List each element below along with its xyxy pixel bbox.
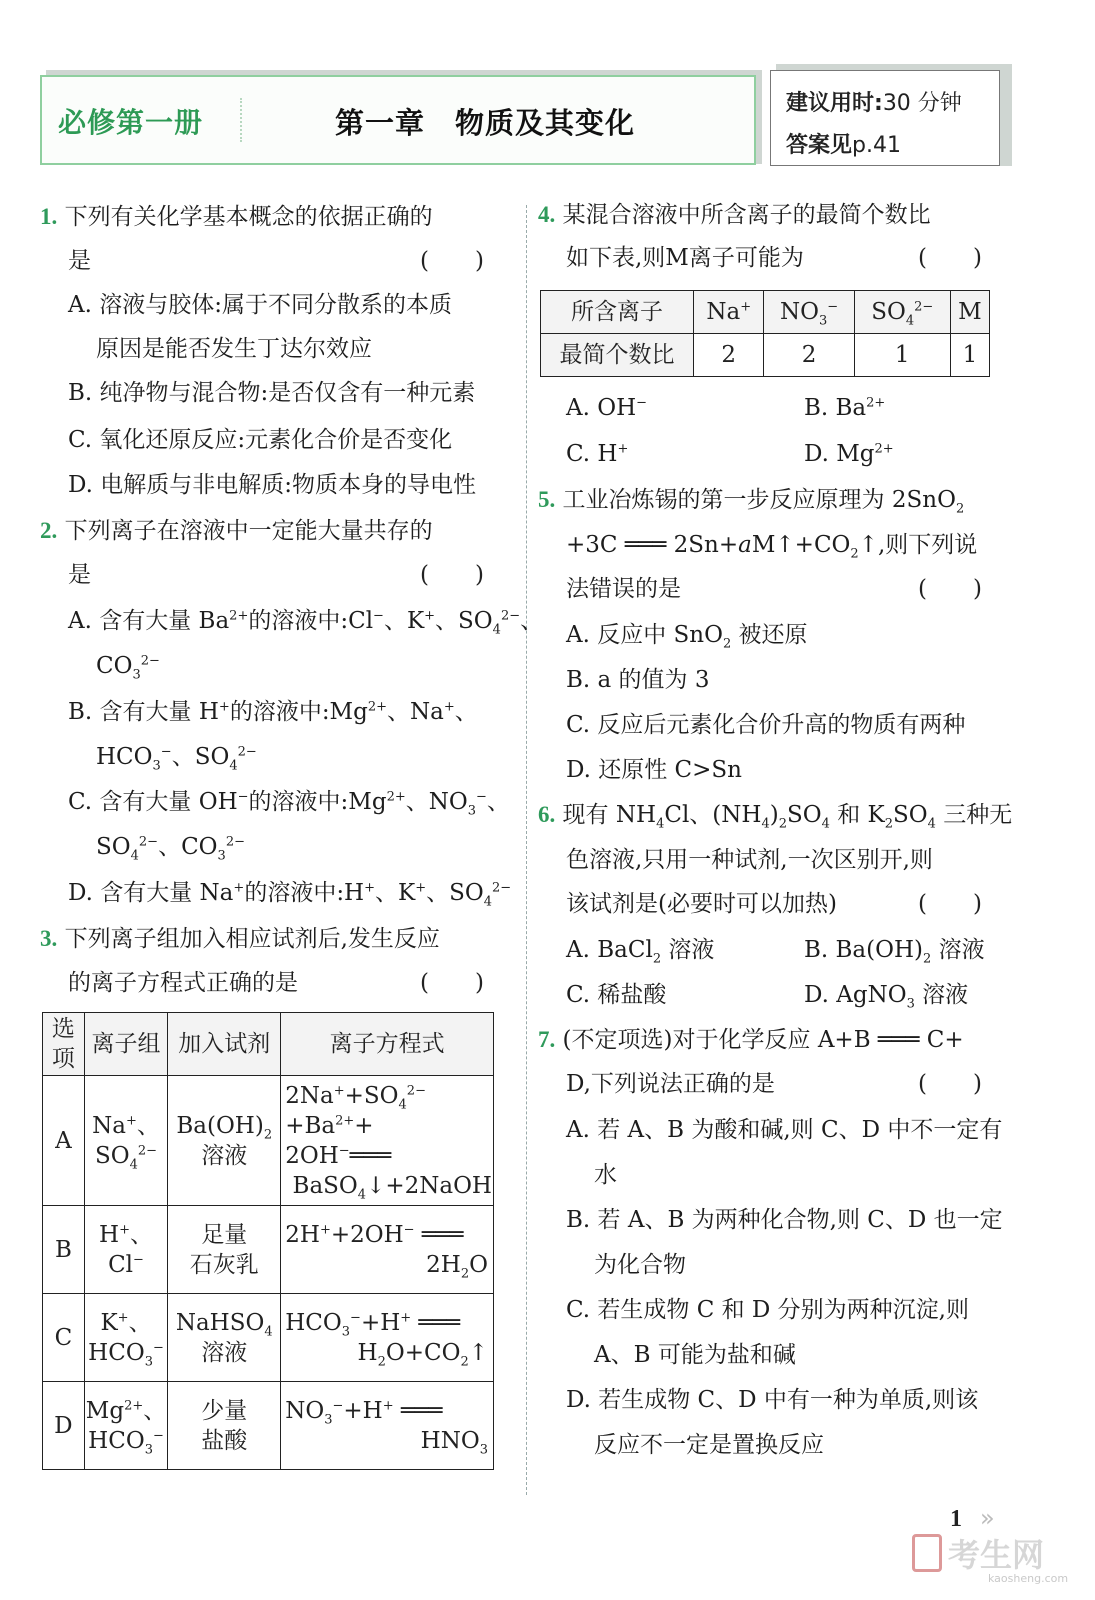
- q5-option-b: B. a 的值为 3: [566, 667, 710, 693]
- column-divider: [526, 205, 527, 1495]
- ion-m: M: [950, 291, 989, 334]
- table-header: 加入试剂: [168, 1013, 281, 1076]
- answer-blank: ( ): [918, 576, 982, 602]
- question-5-stem: 5. 工业冶炼锡的第一步反应原理为 2SnO$_2$: [538, 487, 965, 517]
- table-row: [541, 291, 990, 334]
- answer-blank: ( ): [918, 245, 982, 271]
- question-1-stem: 1. 下列有关化学基本概念的依据正确的: [40, 204, 433, 230]
- answer-blank: ( ): [420, 562, 484, 588]
- ratio-cell: 1: [854, 334, 950, 377]
- table-row: [43, 1294, 494, 1382]
- q2-option-c-cont: $SO_4^{2-}$、$CO_3^{2-}$: [96, 834, 245, 864]
- question-6-stem-cont: 色溶液,只用一种试剂,一次区别开,则: [566, 847, 933, 873]
- table-row: [541, 334, 990, 377]
- q1-option-a-cont: 原因是能否发生丁达尔效应: [96, 336, 372, 362]
- q7-option-c: C. 若生成物 C 和 D 分别为两种沉淀,则: [566, 1297, 969, 1323]
- q2-option-b: B. 含有大量 H+的溶液中$:Mg^{2+}$、Na+、: [68, 699, 478, 725]
- q6-option-d: D. AgNO$_3$ 溶液: [804, 982, 969, 1012]
- chapter-title: 第一章 物质及其变化: [335, 106, 636, 140]
- ionic-equation: 2H++2OH− ═══ $2H_2O$: [281, 1206, 494, 1294]
- ionic-equation: $NO_3^-+H^+$ ═══ $HNO_3$: [281, 1382, 494, 1470]
- table-row-label: 最简个数比: [541, 334, 694, 377]
- question-7-stem: 7. (不定项选)对于化学反应 A+B ═══ C+: [538, 1027, 964, 1053]
- q4-option-d: D. $Mg^{2+}$: [804, 441, 894, 467]
- ratio-cell: 2: [764, 334, 854, 377]
- q7-option-d-cont: 反应不一定是置换反应: [594, 1432, 824, 1458]
- answer-blank: ( ): [918, 1071, 982, 1097]
- question-6-stem: 6. 现有 $NH_4Cl$、$(NH_4)_2SO_4$ 和 $K_2SO_4$ 三种无: [538, 802, 1013, 832]
- q7-option-b-cont: 为化合物: [594, 1252, 686, 1278]
- watermark-logo-icon: [912, 1534, 942, 1572]
- question-2-stem-cont: 是: [68, 562, 91, 588]
- q2-option-a-cont: $CO_3^{2-}$: [96, 653, 160, 683]
- q7-option-a-cont: 水: [594, 1162, 617, 1188]
- answer-blank: ( ): [918, 891, 982, 917]
- question-3-stem-cont: 的离子方程式正确的是: [68, 970, 298, 996]
- table-header: 离子组: [84, 1013, 167, 1076]
- q4-ion-table: [540, 290, 990, 377]
- q6-option-c: C. 稀盐酸: [566, 982, 667, 1008]
- question-6-stem-cont2: 该试剂是(必要时可以加热): [566, 891, 837, 917]
- ratio-cell: 1: [950, 334, 989, 377]
- reagent: NaHSO$_4$ 溶液: [168, 1294, 281, 1382]
- q6-option-a: A. BaCl$_2$ 溶液: [566, 937, 715, 967]
- ion-group: Na+、 $SO_4^{2-}$: [84, 1076, 167, 1206]
- q2-option-d: D. 含有大量 Na+的溶液中:H+、K+、$SO_4^{2-}$: [68, 880, 512, 910]
- q1-option-d: D. 电解质与非电解质:物质本身的导电性: [68, 472, 476, 498]
- reagent: 足量 石灰乳: [168, 1206, 281, 1294]
- ion-no3: $NO_3^-$: [764, 291, 854, 334]
- book-title: 必修第一册: [58, 106, 204, 139]
- reagent: 少量 盐酸: [168, 1382, 281, 1470]
- ionic-equation: $2Na^++SO_4^{2-}+Ba^{2+}+$ 2OH−═══ BaSO$_4$↓+2NaOH: [281, 1076, 494, 1206]
- q2-option-c: C. 含有大量 OH−的溶液中$:Mg^{2+}$、$NO_3^-$、: [68, 789, 510, 819]
- question-7-stem-cont: D,下列说法正确的是: [566, 1071, 775, 1097]
- q7-option-d: D. 若生成物 C、D 中有一种为单质,则该: [566, 1387, 979, 1413]
- q4-option-c: C. H+: [566, 441, 629, 467]
- ion-group: K+、 $HCO_3^-$: [84, 1294, 167, 1382]
- q4-option-a: A. OH−: [566, 395, 648, 421]
- page-number: 1: [950, 1506, 962, 1532]
- ionic-equation: $HCO_3^-+H^+$ ═══ $H_2O+CO_2↑$: [281, 1294, 494, 1382]
- table-header: 离子方程式: [281, 1013, 494, 1076]
- question-3-stem: 3. 下列离子组加入相应试剂后,发生反应: [40, 926, 440, 952]
- reagent: $Ba(OH)_2$ 溶液: [168, 1076, 281, 1206]
- q6-option-b: B. $Ba(OH)_2$ 溶液: [804, 937, 985, 967]
- q2-option-a: A. 含有大量 $Ba^{2+}$的溶液中:Cl−、K+、$SO_4^{2-}$、: [68, 608, 544, 638]
- ion-group: $Mg^{2+}$、 $HCO_3^-$: [84, 1382, 167, 1470]
- q4-option-b: B. $Ba^{2+}$: [804, 395, 886, 421]
- answer-reference: 答案见p.41: [786, 133, 901, 158]
- table-row: [43, 1076, 494, 1206]
- question-2-stem: 2. 下列离子在溶液中一定能大量共存的: [40, 518, 433, 544]
- ion-na: Na+: [694, 291, 764, 334]
- q1-option-b: B. 纯净物与混合物:是否仅含有一种元素: [68, 380, 476, 406]
- q1-option-c: C. 氧化还原反应:元素化合价是否变化: [68, 427, 453, 453]
- q7-option-c-cont: A、B 可能为盐和碱: [594, 1342, 796, 1368]
- question-4-stem-cont: 如下表,则M离子可能为: [566, 245, 804, 271]
- table-header: 所含离子: [541, 291, 694, 334]
- option-label: C: [43, 1294, 85, 1382]
- header-divider: [240, 98, 242, 142]
- option-label: D: [43, 1382, 85, 1470]
- q7-option-a: A. 若 A、B 为酸和碱,则 C、D 中不一定有: [566, 1117, 1003, 1143]
- ratio-cell: 2: [694, 334, 764, 377]
- option-label: A: [43, 1076, 85, 1206]
- watermark: 考生网 kaosheng.com: [948, 1536, 1069, 1585]
- answer-blank: ( ): [420, 970, 484, 996]
- question-1-stem-cont: 是: [68, 248, 91, 274]
- option-label: B: [43, 1206, 85, 1294]
- q1-option-a: A. 溶液与胶体:属于不同分散系的本质: [68, 292, 452, 318]
- question-5-stem-cont2: 法错误的是: [566, 576, 681, 602]
- ion-so4: $SO_4^{2-}$: [854, 291, 950, 334]
- q5-option-c: C. 反应后元素化合价升高的物质有两种: [566, 712, 966, 738]
- q2-option-b-cont: $HCO_3^-$、$SO_4^{2-}$: [96, 744, 257, 774]
- suggested-time: 建议用时:30 分钟: [786, 91, 962, 116]
- q7-option-b: B. 若 A、B 为两种化合物,则 C、D 也一定: [566, 1207, 1003, 1233]
- table-header: 选项: [43, 1013, 85, 1076]
- answer-blank: ( ): [420, 248, 484, 274]
- question-5-stem-cont: +3C ═══ $2Sn+aM↑+CO_2↑$,则下列说: [566, 532, 978, 562]
- q3-table: [42, 1012, 494, 1470]
- q5-option-a: A. 反应中 SnO$_2$ 被还原: [566, 622, 808, 652]
- ion-group: H+、 Cl−: [84, 1206, 167, 1294]
- table-row: [43, 1206, 494, 1294]
- table-row: [43, 1382, 494, 1470]
- question-4-stem: 4. 某混合溶液中所含离子的最简个数比: [538, 202, 931, 228]
- q5-option-d: D. 还原性 C>Sn: [566, 757, 742, 783]
- chevron-right-icon: »: [980, 1504, 995, 1532]
